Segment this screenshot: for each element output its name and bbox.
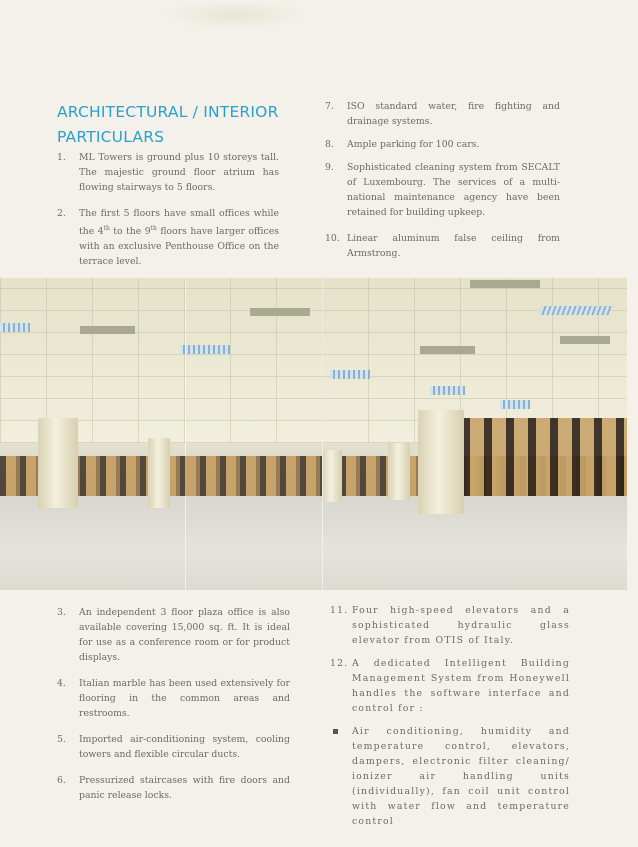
item-number: 2. — [57, 208, 66, 219]
item-text: Linear aluminum false ceiling from Armstrong. — [347, 233, 560, 259]
item-text: Italian marble has been used extensively for flooring in the common areas and restrooms. — [79, 678, 290, 719]
photo-vent — [470, 280, 540, 288]
list-item — [57, 676, 290, 721]
photo-light — [538, 306, 611, 315]
photo-vent — [560, 336, 610, 344]
item-number: 4. — [57, 678, 66, 689]
item-text: Air conditioning, humidity and temperature control, elevators, dampers, electronic filter cleaning/ ionizer air handling units (individually), fan coil unit control with water flow and temperature control — [352, 726, 570, 827]
item-number: 12. — [330, 658, 349, 669]
square-bullet-icon — [333, 729, 338, 734]
photo-vent — [250, 308, 310, 316]
photo-column — [388, 443, 410, 500]
item-text: Imported air-conditioning system, cooling towers and flexible circular ducts. — [79, 734, 290, 760]
list-item — [325, 231, 560, 261]
item-number: 1. — [57, 152, 66, 163]
list-item — [325, 137, 560, 152]
photo-seam — [185, 278, 186, 590]
list-item — [57, 773, 290, 803]
item-text: An independent 3 floor plaza office is also available covering 15,000 sq. ft. It is ideal for use as a conference room or for product displays. — [79, 607, 290, 663]
item-text: The first 5 floors have small offices while the 4th to the 9th floors have larger offices with an exclusive Penthouse Office on the terrace level. — [79, 208, 279, 268]
section-heading — [57, 100, 317, 150]
photo-seam — [322, 278, 323, 590]
list-item — [57, 206, 279, 269]
item-number: 7. — [325, 101, 334, 112]
item-number: 9. — [325, 162, 334, 173]
photo-light — [500, 400, 530, 409]
photo-windows-right — [462, 418, 627, 498]
list-item — [330, 656, 570, 716]
office-interior-photo — [0, 278, 627, 590]
particulars-list-top-right — [325, 99, 560, 269]
item-number: 8. — [325, 139, 334, 150]
photo-light — [430, 386, 465, 395]
photo-vent — [420, 346, 475, 354]
item-number: 6. — [57, 775, 66, 786]
top-decoration — [160, 0, 310, 30]
list-item — [330, 724, 570, 829]
item-number: 10. — [325, 233, 340, 244]
item-text: Sophisticated cleaning system from SECALT of Luxembourg. The services of a multi-national maintenance agency have been retained for building upkeep. — [347, 162, 560, 218]
item-number: 11. — [330, 605, 349, 616]
list-item — [57, 150, 279, 195]
list-item — [57, 605, 290, 665]
photo-column — [322, 450, 342, 502]
list-item — [325, 160, 560, 220]
photo-column — [418, 410, 464, 514]
photo-column — [38, 418, 78, 508]
item-number: 3. — [57, 607, 66, 618]
photo-vent — [80, 326, 135, 334]
particulars-list-top-left — [57, 150, 279, 269]
item-text: Four high-speed elevators and a sophisticated hydraulic glass elevator from OTIS of Italy. — [352, 605, 570, 646]
list-item — [325, 99, 560, 129]
photo-floor — [0, 496, 627, 590]
item-text: ML Towers is ground plus 10 storeys tall. The majestic ground floor atrium has flowing stairways to 5 floors. — [79, 152, 279, 193]
item-text: A dedicated Intelligent Building Management System from Honeywell handles the software interface and control for : — [352, 658, 570, 714]
item-text: Pressurized staircases with fire doors and panic release locks. — [79, 775, 290, 801]
photo-light — [330, 370, 370, 379]
item-text: ISO standard water, fire fighting and drainage systems. — [347, 101, 560, 127]
photo-light — [0, 323, 30, 332]
item-text: Ample parking for 100 cars. — [347, 139, 480, 150]
heading-line-1: ARCHITECTURAL / INTERIOR — [57, 103, 279, 121]
particulars-list-bottom-left — [57, 605, 290, 814]
list-item — [57, 732, 290, 762]
particulars-list-bottom-right — [330, 603, 570, 837]
photo-light — [180, 345, 230, 354]
item-number: 5. — [57, 734, 66, 745]
heading-line-2: PARTICULARS — [57, 128, 165, 146]
photo-column — [148, 438, 170, 508]
list-item — [330, 603, 570, 648]
